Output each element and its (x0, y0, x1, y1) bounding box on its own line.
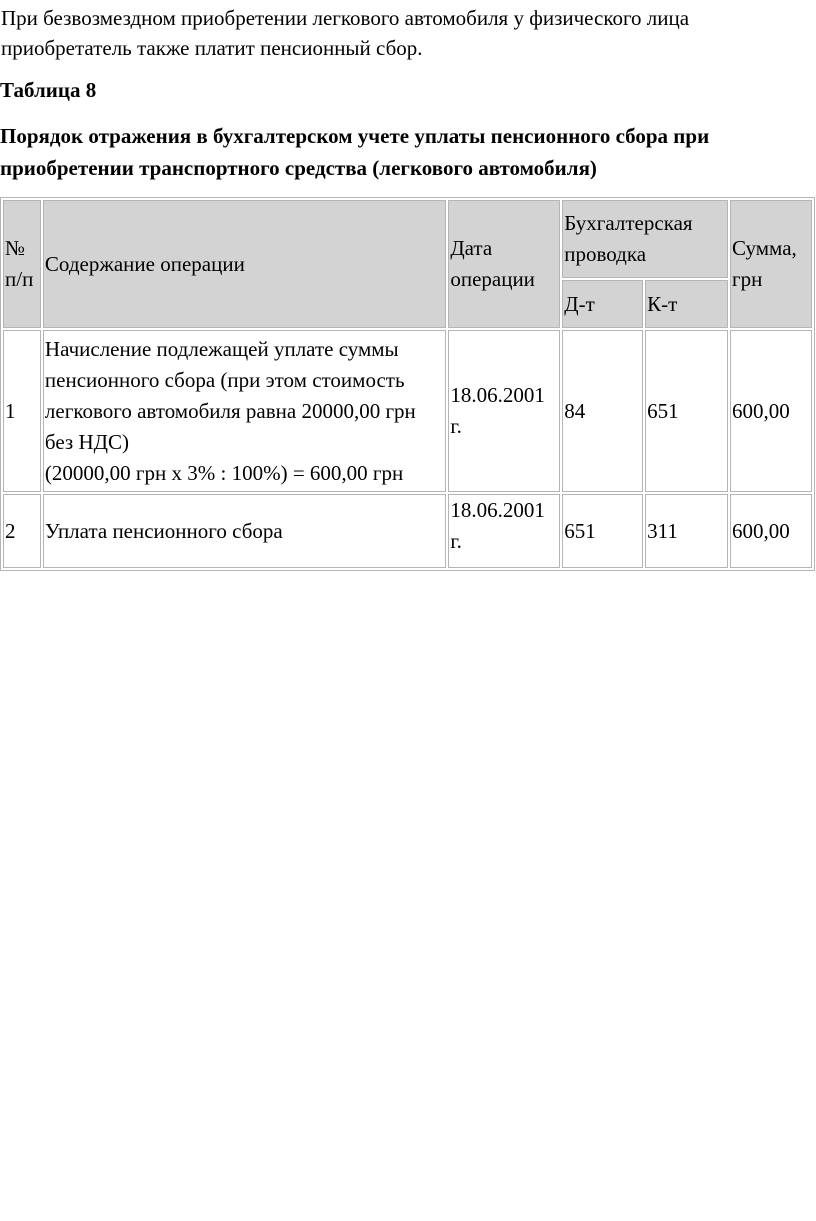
table-header-row (3, 200, 812, 278)
header-operation: Содержание операции (43, 200, 446, 328)
header-num: № п/п (3, 200, 41, 328)
table-row (3, 330, 812, 492)
row-operation-calc: (20000,00 грн х 3% : 100%) = 600,00 грн (44, 460, 404, 485)
header-date: Дата операции (448, 200, 560, 328)
row-operation: Уплата пенсионного сбора (43, 494, 446, 568)
row-debit: 651 (562, 494, 643, 568)
row-operation (43, 330, 446, 492)
row-date: 18.06.2001 г. (448, 330, 560, 492)
row-num: 2 (3, 494, 41, 568)
table-caption: Таблица 8 (0, 78, 97, 102)
header-entry: Бухгалтерская проводка (562, 200, 728, 278)
row-credit: 651 (645, 330, 728, 492)
intro-paragraph: При безвозмездном приобретении легкового автомобиля у физического лица приобретатель также платит пенсионный сбор. (1, 6, 690, 60)
row-credit: 311 (645, 494, 728, 568)
row-sum: 600,00 (730, 494, 812, 568)
pension-fee-table (0, 197, 815, 571)
row-num: 1 (3, 330, 41, 492)
table-row (3, 494, 812, 568)
header-debit: Д-т (562, 280, 643, 328)
table-heading: Порядок отражения в бухгалтерском учете уплаты пенсионного сбора при приобретении транспортного средства (легкового автомобиля) (0, 124, 710, 180)
row-operation-text: Начисление подлежащей уплате суммы пенсионного сбора (при этом стоимость легкового автомобиля равна 20000,00 грн без НДС) (44, 336, 416, 454)
header-sum: Сумма, грн (730, 200, 812, 328)
row-debit: 84 (562, 330, 643, 492)
header-credit: К-т (645, 280, 728, 328)
row-sum: 600,00 (730, 330, 812, 492)
row-date: 18.06.2001 г. (448, 494, 560, 568)
